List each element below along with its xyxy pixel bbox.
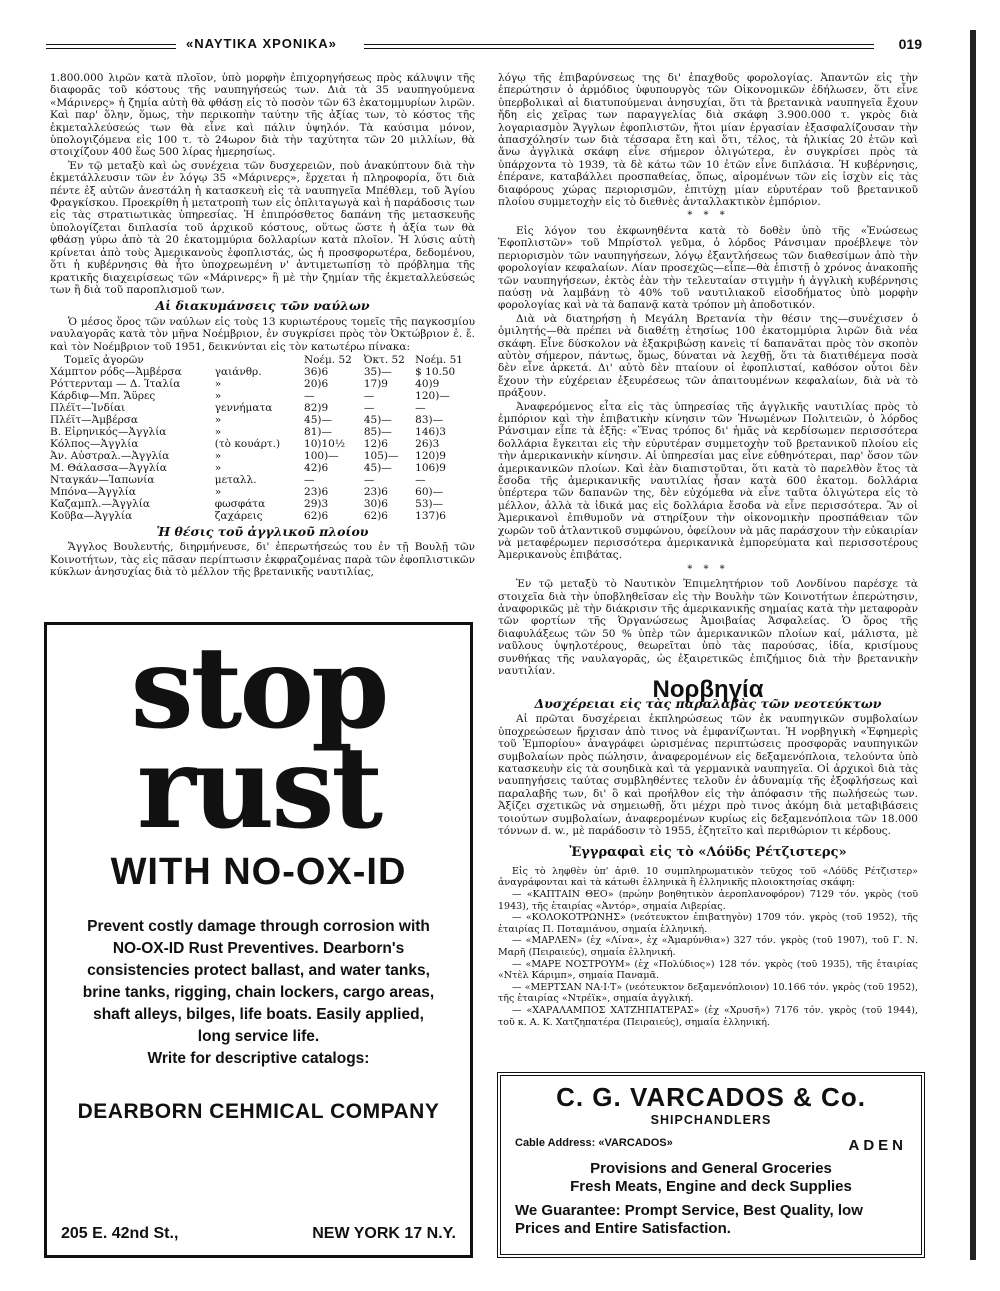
table-cell: Ἀν. Αὐστραλ.—Ἀγγλία [50, 449, 170, 462]
table-cell: 62)6 [304, 509, 329, 522]
table-cell: 26)3 [415, 437, 440, 450]
left-column [50, 72, 475, 580]
article-paragraph: Ἐν τῷ μεταξὺ καὶ ὡς συνέχεια τῶν δυσχερειῶν, ποὺ ἀνακύπτουν διὰ τὴν ἐκμετάλλευσιν τῶν ἐν λόγῳ 35 «Μάρινερς», ἔρχεται ἡ πληροφορία, ὅτι διὰ πέντε ἐξ αὐτῶν ἀνεστάλη ἡ κατασκευὴ εἰς τὰ ναυπηγεῖα Μπέθλεμ, τοῦ Ἁγίου Φραγκίσκου. Προεκρίθη ἡ μετατροπὴ των εἰς ὁπλιταγωγὰ καὶ ἡ παράδοσις των εἰς τὰς στρατιωτικὰς ὑπηρεσίας. Ἡ ἐπιπρόσθετος δαπάνη τῆς μετασκευῆς ὑπολογίζεται διπλασία τοῦ ἀρχικοῦ κόστους, οὕτως ὥστε ἡ ἀξία των θὰ φθάσῃ γύρω ἀπὸ τὰ 20 ἑκατομμύρια δολλαρίων κατὰ πλοῖον. Ἡ λύσις αὐτὴ κρίνεται ἀπὸ τοὺς Ἀμερικανοὺς ἐφοπλιστάς, ὡς ἡ προσφορωτέρα, δεδομένου, ὅτι ἡ κυβέρνησις θὰ ἦτο ὑποχρεωμένη ν' ἀντιμετωπίσῃ τὸ πρόβλημα τῆς κρατικῆς διαχειρίσεως τῶν «Μάρινερς» ἢ μὲ τὴν ζημίαν τῆς ἐκμεταλλεύσεώς των ἢ διὰ τοῦ παροπλισμοῦ των. [50, 159, 475, 296]
table-cell: 45)— [304, 413, 332, 426]
list-item: — «ΜΑΡΛΕΝ» (ἐχ «Λίνα», ἐχ «Ἀμαρύνθια») 327 τόν. γκρὸς (τοῦ 1907), τοῦ Γ. Ν. Μαρῆ (Πειραιεύς), σημαία ἑλληνική. [498, 935, 918, 958]
table-cell: Καζαμπλ.—Ἀγγλία [50, 497, 150, 510]
table-cell: 29)3 [304, 497, 329, 510]
table-cell: » [214, 425, 222, 438]
section-heading-lloyds: Ἐγγραφαὶ εἰς τὸ «Λόϋδς Ρέτζιστερς» [569, 845, 847, 861]
table-cell: 23)6 [304, 485, 329, 498]
table-row [50, 438, 475, 450]
ad-headline-rust: rust [136, 723, 381, 854]
ad-call-to-action: Write for descriptive catalogs: [147, 1050, 370, 1067]
article-paragraph: λόγῳ τῆς ἐπιβαρύνσεως της δι' ἐπαχθοῦς φορολογίας. Ἀπαντῶν εἰς τὴν ἐπερώτησιν ὁ ἁρμόδιος ὑφυπουργὸς τῶν Οἰκονομικῶν ἐδήλωσεν, ὅτι εἶνε ὑπερβολικαὶ αἱ διατυπούμεναι ἀνησυχίαι, ὅτι τὰ βρετανικὰ ναυπηγεῖα ἔχουν ἤδη εἰς χεῖρας των παραγγελίας διὰ σκάφη 3.900.000 τ. γκρὸς διὰ λογαριασμὸν Ἄγγλων ἐφοπλιστῶν, ἤτοι μίαν ἐργασίαν ἐξασφαλίζουσαν τὴν ἀπασχόλησίν των διὰ τέσσαρα ἔτη καὶ ὅτι, τέλος, τὰ ἡλικίας 20 ἐτῶν καὶ ἄνω ἀγγλικὰ σκάφη εἶνε σήμερον ὀλιγώτερα, ἐν συγκρίσει πρὸς τὰ ὑπάρχοντα τὸ 1939, τὰ δὲ κάτω τῶν 10 ἐτῶν εἶνε διπλάσια. Ἡ κυβέρνησις, ἐπέρανε, καταβάλλει προσπαθείας, ὅπως, αἱρομένων τῶν εἰς ἰσχὺν εἰς τὰς διαφόρους χώρας περιορισμῶν, ἐπιτύχῃ μίαν εὐρυτέραν τοῦ βρετανικοῦ πλοίου συμμετοχὴν εἰς τὸ διεθνὲς ἀνταλλακτικὸν ἐμπόριον. [498, 72, 918, 209]
table-row [50, 498, 475, 510]
table-cell: 12)6 [363, 437, 388, 450]
table-cell: Κόλπος—Ἀγγλία [50, 437, 139, 450]
table-cell: » [214, 485, 222, 498]
table-cell: » [214, 449, 222, 462]
table-cell: 45)— [363, 413, 392, 426]
ad-street: 205 E. 42nd St., [61, 1225, 179, 1242]
table-cell: » [214, 377, 222, 390]
table-cell: — [304, 389, 315, 402]
ad-cable-line [515, 1137, 907, 1154]
table-cell: 100)— [304, 449, 339, 462]
table-cell: 83)— [415, 413, 444, 426]
section-heading-british-ship: Ἡ θέσις τοῦ ἀγγλικοῦ πλοίου [156, 523, 369, 539]
ship-register-intro: Εἰς τὸ ληφθὲν ὑπ' ἀριθ. 10 συμπληρωματικὸν τεῦχος τοῦ «Λόϋδς Ρέτζιστερ» ἀναγράφονται καὶ τὰ κάτωθι ἑλληνικὰ ἢ ἑλληνικῆς πλοιοκτησίας σκάφη: [498, 865, 918, 889]
ad-cable-address: Cable Address: «VARCADOS» [515, 1137, 673, 1149]
table-cell: 10)10½ [304, 437, 346, 450]
table-cell: » [214, 413, 222, 426]
page-header [46, 36, 922, 56]
ad-company-name: C. G. VARCADOS & Co. [556, 1082, 866, 1112]
table-cell: Πλέϊτ—Ἰνδίαι [50, 401, 126, 414]
ad-city: ADEN [848, 1137, 907, 1154]
table-body [50, 366, 475, 522]
section-heading-norway: Νορβηγία [652, 675, 764, 703]
article-paragraph: Ἐν τῷ μεταξὺ τὸ Ναυτικὸν Ἐπιμελητήριον τοῦ Λονδίνου παρέσχε τὰ στοιχεῖα διὰ τὴν ὑποβληθεῖσαν εἰς τὴν Βουλὴν τῶν Κοινοτήτων ἐπερώτησιν, ἀναφορικῶς μὲ τὴν διάκρισιν τῆς ἀμερικανικῆς σημαίας κατὰ τὴν μεταφορὰν τῶν φορτίων τῆς Ὀργανώσεως Ἀμοιβαίας Ἀσφαλείας. Ὁ ὅρος τῆς διαφυλάξεως τῶν 50 % ὑπὲρ τῶν ἀμερικανικῶν πλοίων καί, μάλιστα, μὲ ναῦλους ὑψηλοτέρους, θεωρεῖται ὑπὸ τὰς παρούσας, ἰδία, κρισίμους συνθήκας τῆς ναυλαγορᾶς, ὡς ἐξαιρετικῶς ἐπιζήμιος διὰ τὴν βρετανικὴν ναυτιλίαν. [498, 578, 918, 678]
table-cell: 120)9 [415, 449, 446, 462]
article-paragraph: Αἱ πρῶται δυσχέρειαι ἐκπληρώσεως τῶν ἐκ ναυπηγικῶν συμβολαίων ὑποχρεώσεων ἤρχισαν ἀπὸ τινος νὰ ἐμφανίζωνται. Ἡ νορβηγικὴ «Ἐφημερὶς τοῦ Ἐμπορίου» ἀναγράφει ὡρισμένας περιπτώσεις προσφορᾶς ναυπηγικῶν συμβολαίων πρὸς πώλησιν, ἀναφερομένων εἰς δεξαμενόπλοια, τελούντα ὑπὸ κατασκευὴν εἰς τὰ σουηδικὰ καὶ τὰ γερμανικὰ ναυπηγεῖα. Οἱ ἀρχικοὶ διὰ τὰς ναυπηγήσεις ταύτας συμβληθέντες τελοῦν ἐν ἀδυναμίᾳ τῆς ἐξοφλήσεως καὶ παραλαβῆς των, δι' ὃ καὶ προήλθον εἰς τὴν ἀπόφασιν τῆς πωλήσεώς των. Ἀξίζει σχετικῶς νὰ σημειωθῇ, ὅτι μέχρι πρὸ τινος ἀκόμη διὰ μεταβιβάσεις τοιούτων συμβολαίων, ἀναφερομένων κυρίως εἰς δεξαμενόπλοια τῶν 18.000 τόννων d. w., μὲ παράδοσιν τὸ 1955, ἐζητεῖτο καὶ περιθώριον τι κέρδους. [498, 713, 918, 837]
ad-product-name: WITH NO-OX-ID [110, 851, 407, 893]
ad-body-text [75, 916, 442, 1070]
list-item: — «ΜΑΡΕ ΝΟΣΤΡΟΥΜ» (ἐχ «Πολύδιος») 128 τόν. γκρὸς (τοῦ 1935), τῆς ἑταιρίας «Ντὲλ Κάριμπ», σημαία Παναμᾶ. [498, 958, 918, 982]
table-cell: φωσφάτα [214, 497, 266, 510]
table-header: Ὀκτ. 52 [363, 353, 405, 366]
ad-headline-stop: stop [130, 623, 387, 754]
list-item: — «ΜΕΡΤΣΑΝ ΝΑ·Ι·Τ» (νεότευκτον δεξαμενόπλοιον) 10.166 τόν. γκρὸς (τοῦ 1952), τῆς ἑταιρίας «Ντρέϊκ», σημαία ἀγγλική. [498, 981, 918, 1005]
article-paragraph: Ὁ μέσος ὅρος τῶν ναύλων εἰς τοὺς 13 κυριωτέρους τομεῖς τῆς παγκοσμίου ναυλαγορᾶς κατὰ τὸν μῆνα Νοέμβριον, ἐν συγκρίσει πρὸς τὸν Ὀκτώβριον ἐ. ἔ. καὶ τὸν Νοέμβριον τοῦ 1951, δεικνύνται εἰς τὸν κατωτέρω πίνακα: [50, 315, 475, 353]
table-cell: 23)6 [363, 485, 388, 498]
ad-company-type: SHIPCHANDLERS [650, 1113, 772, 1127]
table-cell: Μ. Θάλασσα—Ἀγγλία [50, 461, 167, 474]
table-cell: γεννήματα [214, 401, 273, 414]
table-row [50, 462, 475, 474]
table-cell: — [363, 401, 375, 414]
table-cell: 17)9 [363, 377, 388, 390]
table-cell: » [214, 461, 222, 474]
header-rule-right [364, 44, 874, 49]
table-cell: 137)6 [415, 509, 446, 522]
table-cell: — [304, 473, 315, 486]
table-cell: Β. Εἰρηνικός—Ἀγγλία [50, 425, 167, 438]
table-row [50, 510, 475, 522]
ad-address [61, 1225, 456, 1243]
table-cell: $ 10.50 [415, 365, 456, 378]
section-heading-freight: Αἱ διακυμάνσεις τῶν ναύλων [155, 298, 370, 314]
table-cell: 30)6 [363, 497, 388, 510]
table-cell: — [363, 389, 375, 402]
table-header: Νοέμ. 52 [304, 353, 352, 366]
table-cell: — [363, 473, 375, 486]
ad-description: Prevent costly damage through corrosion with NO-OX-ID Rust Preventives. Dearborn's consistencies protect ballast, and water tanks, brine tanks, rigging, chain lockers, cargo areas, shaft alleys, bilges, life boats. Easily applied, long service life. [82, 918, 435, 1045]
list-item: — «ΚΟΛΟΚΟΤΡΩΝΗΣ» (νεότευκτον ἐπιβατηγὸν) 1709 τόν. γκρὸς (τοῦ 1952), τῆς ἑταιρίας Π. Ποταμιάνου, σημαία ἑλληνική. [498, 912, 918, 935]
table-cell: Νταγκάν—Ἰαπωνία [50, 473, 155, 486]
table-cell: Κοῦβα—Ἀγγλία [50, 509, 133, 522]
table-cell: 120)— [415, 389, 450, 402]
ad-provisions: Provisions and General Groceries [590, 1160, 832, 1177]
table-cell: Πλέϊτ—Ἀμβέρσα [50, 413, 139, 426]
table-cell: ζαχάρεις [214, 509, 263, 522]
table-row [50, 414, 475, 426]
scan-edge-shadow [970, 30, 976, 1260]
list-item: — «ΚΑΠΤΑΙΝ ΘΕΟ» (πρώην βοηθητικὸν ἀεροπλανοφόρον) 7129 τόν. γκρὸς (τοῦ 1943), τῆς ἑταιρίας «Ἀντόρ», σημαία Λιβερίας. [498, 888, 918, 912]
table-row [50, 486, 475, 498]
table-cell: 62)6 [363, 509, 388, 522]
table-cell: γαιάνθρ. [214, 365, 262, 378]
table-cell: 35)— [363, 365, 392, 378]
advertisement-varcados [497, 1072, 925, 1258]
table-cell: 53)— [415, 497, 444, 510]
table-header: Τομεῖς ἀγορῶν [64, 353, 144, 366]
section-separator: * * * [687, 210, 729, 222]
table-cell: 45)— [363, 461, 392, 474]
table-cell: — [415, 401, 426, 414]
list-item: — «ΧΑΡΑΛΑΜΠΟΣ ΧΑΤΖΗΠΑΤΕΡΑΣ» (ἐχ «Χρυσῆ») 7176 τόν. γκρὸς (τοῦ 1944), τοῦ κ. Α. Κ. Χατζηπατέρα (Πειραιεύς), σημαία ἑλληνική. [498, 1004, 918, 1028]
table-row [50, 402, 475, 414]
table-cell: 60)— [415, 485, 444, 498]
right-column [498, 72, 918, 1028]
table-cell: 40)9 [415, 377, 440, 390]
article-paragraph: Ἀναφερόμενος εἶτα εἰς τὰς ὑπηρεσίας τῆς ἀγγλικῆς ναυτιλίας πρὸς τὸ ἐμπόριον καὶ τὴν ἐπιβατικὴν κίνησιν τῶν Ἡνωμένων Πολιτειῶν, ὁ λόρδος Ράνσιμαν εἶπε τὰ ἑξῆς: «Ἕνας τρόπος δι' ἡμᾶς νὰ κερδίσωμεν περισσότερα δολλάρια ἔγκειται εἰς τὴν εὐρυτέραν συμμετοχὴν τοῦ βρετανικοῦ πλοίου εἰς τὴν ἀμερικανικὴν κίνησιν. Αἱ ὑπηρεσίαι μας εἶνε εὐθηνότεραι, παρ' ὅσον τῶν ἀμερικανικῶν πλοίων. Καὶ ἐὰν διαπιστοῦται, ὅτι κατὰ τὸ παρελθὸν ἔτος τὰ ἔσοδα τῆς ἀμερικανικῆς ναυτιλίας ἦσαν κατὰ 600 ἑκατομ. δολλάρια ὑπέρτερα τῶν δαπανῶν της, δὲν εὐχόμεθα νὰ εἶνε ταῦτα ὀλιγώτερα εἰς τὸ μέλλον, ἀλλὰ τὰ ἰδικά μας εἰς δολλάρια ἔσοδα νὰ εἶνε περισσότερα. Ἂν οἱ Ἀμερικανοὶ ἐπιθυμοῦν νὰ στηρίξουν τὴν οἰκονομικὴν προσπάθειαν τῶν χωρῶν τοῦ ἀτλαντικοῦ συμφώνου, ὀφείλουν νὰ μᾶς παράσχουν τὴν εὐκαιρίαν νὰ μεταφέρωμεν περισσότερα ἀμερικανικὰ ἐμπορεύματα καὶ περισσοτέρους Ἀμερικανοὺς ἐπιβάτας. [498, 400, 918, 562]
table-cell: 36)6 [304, 365, 329, 378]
table-cell: 105)— [363, 449, 399, 462]
table-cell: — [415, 473, 426, 486]
table-row [50, 378, 475, 390]
table-cell: 106)9 [415, 461, 446, 474]
magazine-title: «ΝΑΥΤΙΚΑ ΧΡΟΝΙΚΑ» [186, 36, 337, 51]
table-cell: μεταλλ. [214, 473, 257, 486]
table-cell: (τὸ κουάρτ.) [214, 437, 281, 450]
table-row [50, 390, 475, 402]
ship-register-list [498, 866, 918, 1028]
article-paragraph: Εἰς λόγον του ἐκφωνηθέντα κατὰ τὸ δοθὲν ὑπὸ τῆς «Ἑνώσεως Ἐφοπλιστῶν» τοῦ Μπρίστολ γεῦμα, ὁ λόρδος Ράνσιμαν προέβλεψε τὸν περιορισμὸν τῶν ναυπηγήσεων, λόγῳ ἐξαντλήσεως τῶν διαθεσίμων ἀπὸ τὴν φορολογίαν κεφαλαίων. Λίαν προσεχῶς—εἶπε—θὰ ἐπιστῇ ὁ χρόνος ἀνακοπῆς τῶν ναυπηγήσεων, ἐκτὸς ἐὰν τὴν τελευταίαν στιγμὴν ἡ ἀγγλικὴ κυβέρνησις παύσῃ νὰ λαμβάνῃ τὸ 40% τοῦ ναυτιλιακοῦ εἰσοδήματος ὑπὸ μορφὴν φορολογίας καὶ νὰ τὰ δαπανᾷ κατὰ τρόπον μὴ ἀποδοτικόν. [498, 224, 918, 312]
table-header-row [50, 354, 475, 366]
ad-guarantee: We Guarantee: Prompt Service, Best Quality, low Prices and Entire Satisfaction. [515, 1202, 863, 1237]
advertisement-no-ox-id [44, 622, 473, 1258]
ad-city: NEW YORK 17 N.Y. [312, 1225, 456, 1242]
table-cell: 146)3 [415, 425, 446, 438]
section-separator: * * * [687, 563, 729, 575]
table-cell: Χάμπτον ρόδς—Ἀμβέρσα [50, 365, 182, 378]
ad-company-name: DEARBORN CEHMICAL COMPANY [77, 1100, 440, 1123]
table-cell: Μπόνα—Ἀγγλία [50, 485, 136, 498]
table-cell: » [214, 389, 222, 402]
ad-supplies: Fresh Meats, Engine and deck Supplies [570, 1178, 852, 1195]
article-paragraph: 1.800.000 λιρῶν κατὰ πλοῖον, ὑπὸ μορφὴν ἐπιχορηγήσεως πρὸς κάλυψιν τῆς διαφορᾶς τοῦ κόστους τῆς ναυπηγήσεώς των. Διὰ τὰ 35 ναυπηγούμενα «Μάρινερς» ἡ ζημία αὐτὴ θὰ φθάσῃ εἰς τὸ ποσὸν τῶν 63 ἑκατομμυρίων λιρῶν. Καὶ παρ' ὅλην, ὅμως, τὴν περικοπὴν ταύτην τῆς ἀξίας των, τὸ κόστος τῆς ἐκμεταλλεύσεώς των θὰ εἶνε καὶ πάλιν ὑψηλόν. Τὰ καύσιμα μόνον, ὑπολογιζόμενα εἰς 100 τ. τὸ 24ωρον διὰ τὴν ταχύτητα τῶν 20 μιλλίων, θὰ στοιχίζουν 400 ἕως 500 λίρας ἡμερησίως. [50, 72, 475, 159]
table-cell: Κάρδιφ—Μπ. Ἄϋρες [50, 389, 156, 402]
table-cell: Ρόττερνταμ — Δ. Ἰταλία [50, 377, 181, 390]
table-row [50, 474, 475, 486]
table-cell: 82)9 [304, 401, 329, 414]
table-cell: 81)— [304, 425, 332, 438]
table-row [50, 450, 475, 462]
table-cell: 42)6 [304, 461, 329, 474]
table-header [215, 354, 304, 366]
table-cell: 85)— [363, 425, 392, 438]
table-cell: 20)6 [304, 377, 329, 390]
freight-rates-table [50, 354, 475, 522]
article-paragraph: Διὰ νὰ διατηρήσῃ ἡ Μεγάλη Βρετανία τὴν θέσιν της—συνέχισεν ὁ ὁμιλητής—θὰ πρέπει νὰ διαθέτῃ ἐτησίως 100 ἑκατομμύρια λιρῶν διὰ νέα σκάφη. Εἶνε δύσκολον νὰ ἐξακριβώσῃ κανεὶς τί δαπανᾶται πρὸς τὸν σκοπὸν αὐτὸν σήμερον, πάντως, ὅμως, δύναται νὰ λεχθῇ, ὅτι τὰ διατιθέμενα ποσὰ δὲν εἶνε ἀρκετά. Δι' αὐτὸ δὲν πταίουν οἱ ἐφοπλισταί, καθόσον οὗτοι δὲν ἔχουν τὴν εὐχέρειαν ἐξευρέσεως τῶν ἀπαιτουμένων κεφαλαίων, διὰ νὰ τὸ πράξουν. [498, 312, 918, 400]
section-subheading-norway: Δυσχέρειαι εἰς τὰς παραλαβὰς τῶν νεοτεύκτων [534, 695, 882, 711]
table-header: Νοέμ. 51 [415, 353, 463, 366]
table-row [50, 366, 475, 378]
table-row [50, 426, 475, 438]
page-number: 019 [898, 36, 922, 52]
header-rule-left [46, 44, 176, 49]
article-paragraph: Ἄγγλος Βουλευτής, διηρμήνευσε, δι' ἐπερωτήσεώς του ἐν τῇ Βουλῇ τῶν Κοινοτήτων, τὰς εἰς πᾶσαν περίπτωσιν ἐκφραζομένας παρὰ τῶν ἐφοπλιστικῶν κύκλων ἀνησυχίας διὰ τὸ μέλλον τῆς βρετανικῆς ναυτιλίας, [50, 541, 475, 579]
